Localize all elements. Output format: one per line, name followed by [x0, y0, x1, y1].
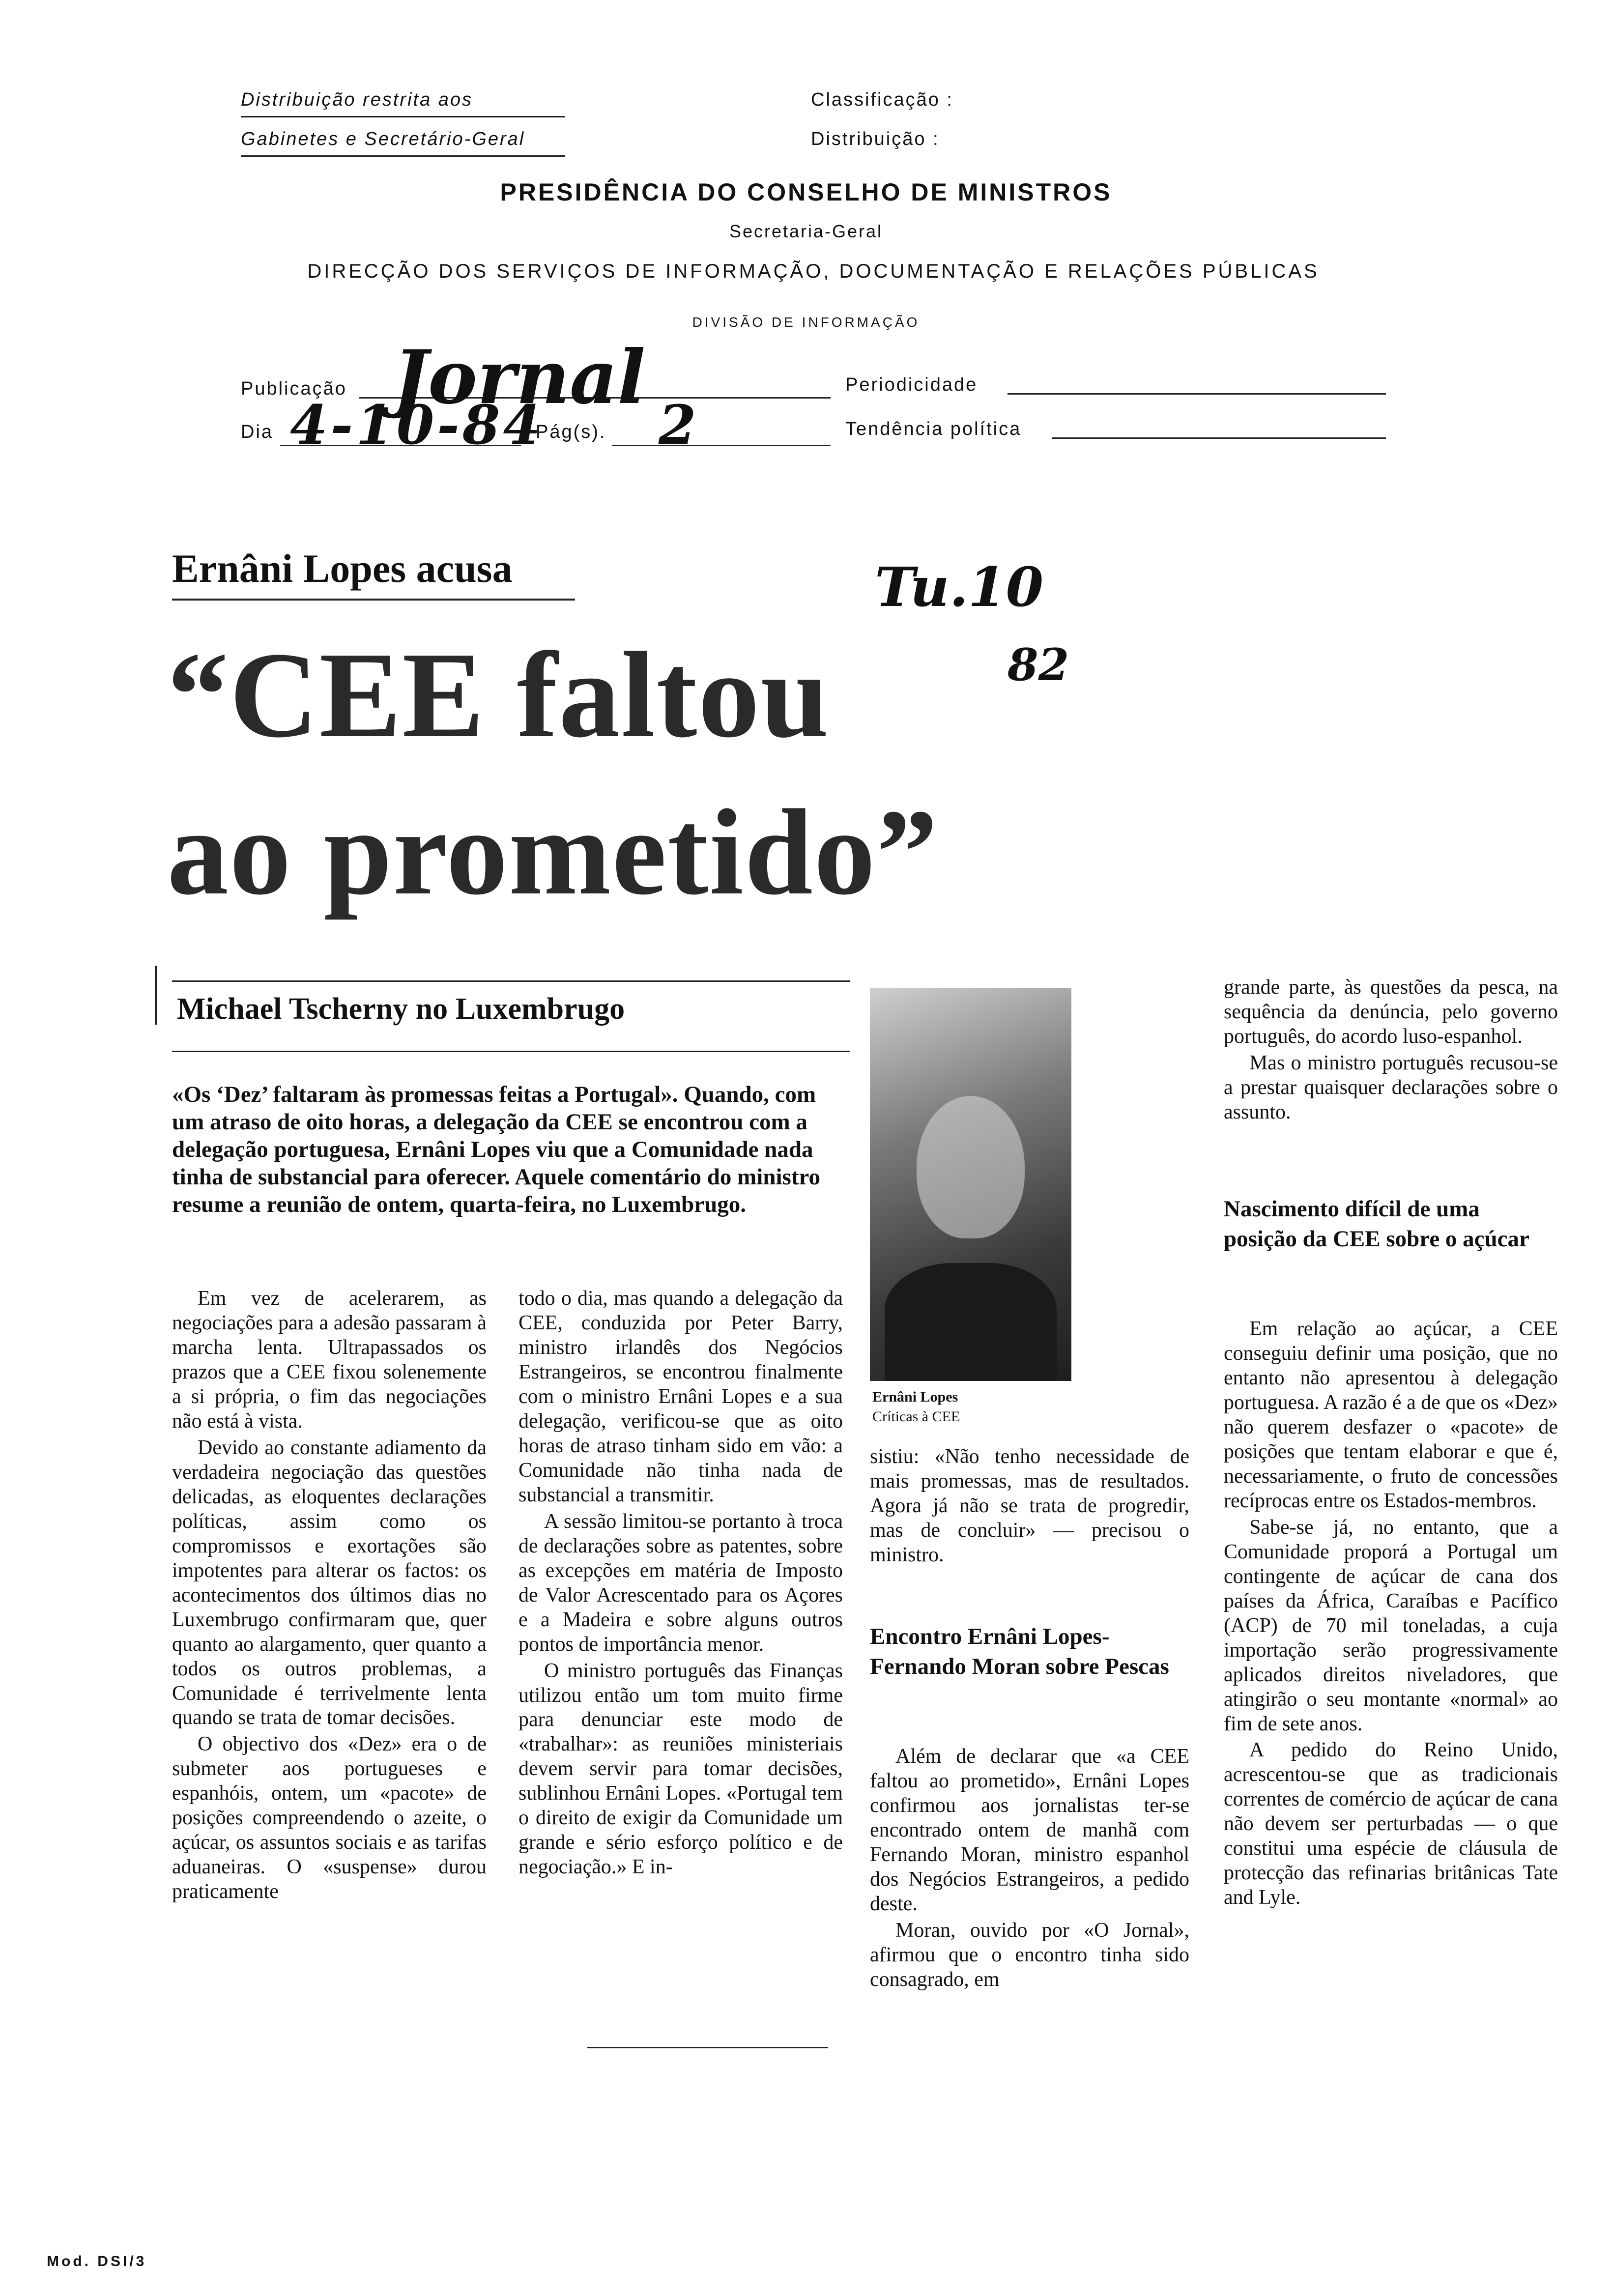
publicacao-handwritten: Jornal [393, 334, 646, 421]
restriction-underline [241, 116, 565, 117]
pags-line [612, 445, 831, 446]
col3-paragraph: sistiu: «Não tenho necessidade de mais promessas, mas de resultados. Agora já não se trata de progredir, mas de concluir» — precisou o ministro. [870, 1445, 1189, 1566]
col3b-paragraph: Moran, ouvido por «O Jornal», afirmou que o encontro tinha sido consagrado, em [870, 1919, 1189, 1991]
col4b-paragraph: Em relação ao açúcar, a CEE conseguiu definir uma posição, que no entanto não apresentou à delegação portuguesa. A razão é a de que os «Dez» não querem desfazer o «pacote» de posições que tentam elaborar e que é, necessariamente, o fruto de concessões recíprocas entre os Estados-membros. [1224, 1318, 1558, 1512]
periodicidade-line [1008, 393, 1386, 395]
col4b-paragraph: A pedido do Reino Unido, acrescentou-se que as tradicionais correntes de comércio de açúcar de cana não devem ser perturbadas — o que constitui uma espécie de cláusula de protecção das refinarias britânicas Tate and Lyle. [1224, 1739, 1558, 1909]
col2-paragraph: A sessão limitou-se portanto à troca de declarações sobre as patentes, sobre as excepções em matéria de Imposto de Valor Acrescentado para os Açores e a Madeira e sobre alguns outros pontos de importância menor. [518, 1510, 843, 1656]
handwritten-annotation-line-1: Tu.10 [875, 555, 1044, 619]
division: DIVISÃO DE INFORMAÇÃO [692, 315, 920, 330]
col3b-paragraph: Além de declarar que «a CEE faltou ao prometido», Ernâni Lopes confirmou aos jornalistas ter-se encontrado ontem de manhã com Fernando Moran, ministro espanhol dos Negócios Estrangeiros, a pedido deste. [870, 1745, 1189, 1915]
classificacao-label: Classificação : [811, 89, 953, 110]
periodicidade-label: Periodicidade [845, 374, 978, 395]
headline-line-1: “CEE faltou [167, 627, 830, 763]
col1-paragraph: O objectivo dos «Dez» era o de submeter aos portugueses e espanhóis, ontem, um «pacote» de posições compreendendo o azeite, o açúcar, os assuntos sociais e as tarifas aduaneiras. O «suspense» durou praticamente [172, 1733, 487, 1903]
portrait-photo [870, 988, 1071, 1381]
col2-paragraph: todo o dia, mas quando a delegação da CEE, conduzida por Peter Barry, ministro irlandês dos Negócios Estrangeiros, se encontrou finalmente com o ministro Ernâni Lopes e a sua delegação, verificou-se que as oito horas de atraso tinham sido em vão: a Comunidade não tinha nada de substancial a transmitir. [518, 1287, 843, 1506]
column-2 [518, 1287, 843, 1882]
form-code: Mod. DSI/3 [47, 2253, 147, 2269]
publicacao-label: Publicação [241, 378, 347, 399]
column-3b [870, 1745, 1189, 1994]
pags-label: Pág(s). [536, 422, 606, 442]
col4b-paragraph: Sabe-se já, no entanto, que a Comunidade proporá a Portugal um contingente de açúcar de cana dos países da África, Caraíbas e Pacífico (ACP) de 70 mil toneladas, a cuja importação serão progressivamente aplicados direitos niveladores, que atingirão o seu montante «normal» ao fim de sete anos. [1224, 1516, 1558, 1735]
column-3 [870, 1445, 1189, 1570]
restriction-line-2: Gabinetes e Secretário-Geral [241, 129, 525, 149]
portrait-face-shape [917, 1096, 1025, 1238]
col4-paragraph: Mas o ministro português recusou-se a prestar quaisquer declarações sobre o assunto. [1224, 1051, 1558, 1123]
col4-section-heading: Nascimento difícil de uma posição da CEE sobre o açúcar [1224, 1196, 1529, 1252]
dia-label: Dia [241, 422, 274, 442]
kicker: Ernâni Lopes acusa [172, 546, 513, 591]
lead-paragraph: «Os ‘Dez’ faltaram às promessas feitas a Portugal». Quando, com um atraso de oito horas, a delegação da CEE se encontrou com a delegação portuguesa, Ernâni Lopes viu que a Comunidade nada tinha de substancial para oferecer. Aquele comentário do ministro resume a reunião de ontem, quarta-feira, no Luxembrugo. [172, 1082, 821, 1217]
tendencia-line [1052, 437, 1386, 439]
dia-handwritten: 4-10-84 [290, 393, 544, 457]
end-rule [587, 2047, 828, 2048]
column-4 [1224, 976, 1558, 1127]
headline-line-2: ao prometido” [167, 784, 939, 920]
org-subtitle: Secretaria-Geral [729, 221, 883, 241]
kicker-rule [172, 599, 575, 601]
handwritten-annotation-line-2: 82 [1008, 639, 1069, 691]
col3-section-heading: Encontro Ernâni Lopes-Fernando Moran sobre Pescas [870, 1624, 1169, 1680]
photo-caption-text: Críticas à CEE [872, 1408, 960, 1425]
col4-paragraph: grande parte, às questões da pesca, na sequência da denúncia, pelo governo português, do acordo luso-espanhol. [1224, 976, 1558, 1048]
photo-caption-name: Ernâni Lopes [872, 1389, 958, 1405]
col1-paragraph: Em vez de acelerarem, as negociações para a adesão passaram à marcha lenta. Ultrapassados os prazos que a CEE fixou solenemente a si própria, o fim das negociações não está à vista. [172, 1287, 487, 1433]
restriction-line-1: Distribuição restrita aos [241, 89, 473, 110]
col2-paragraph: O ministro português das Finanças utilizou então um tom muito firme para denunciar este modo de «trabalhar»: as reuniões ministeriais devem servir para tomar decisões, sublinhou Ernâni Lopes. «Portugal tem o direito de exigir da Comunidade um grande e sério esforço político e de negociação.» E in- [518, 1659, 843, 1879]
column-4b [1224, 1317, 1558, 1912]
directorate: DIRECÇÃO DOS SERVIÇOS DE INFORMAÇÃO, DOCUMENTAÇÃO E RELAÇÕES PÚBLICAS [307, 260, 1320, 282]
restriction-underline-2 [241, 155, 565, 157]
tendencia-label: Tendência política [845, 419, 1022, 439]
distribuicao-label: Distribuição : [811, 129, 940, 149]
byline-bottom-rule [172, 1051, 850, 1052]
pags-handwritten: 2 [659, 393, 696, 457]
byline: Michael Tscherny no Luxembrugo [177, 992, 625, 1026]
byline-top-rule [172, 980, 850, 982]
col1-paragraph: Devido ao constante adiamento da verdadeira negociação das questões delicadas, as eloquentes declarações políticas, assim como os compromissos e exortações são impotentes para alterar os factos: os acontecimentos dos últimos dias no Luxembrugo confirmaram que, quer quanto ao alargamento, quer quanto a todos os outros problemas, a Comunidade é terrivelmente lenta quando se trata de tomar decisões. [172, 1436, 487, 1729]
portrait-shoulders-shape [885, 1263, 1057, 1381]
byline-left-rule [155, 966, 157, 1025]
org-title: PRESIDÊNCIA DO CONSELHO DE MINISTROS [500, 178, 1112, 206]
column-1 [172, 1287, 487, 1906]
